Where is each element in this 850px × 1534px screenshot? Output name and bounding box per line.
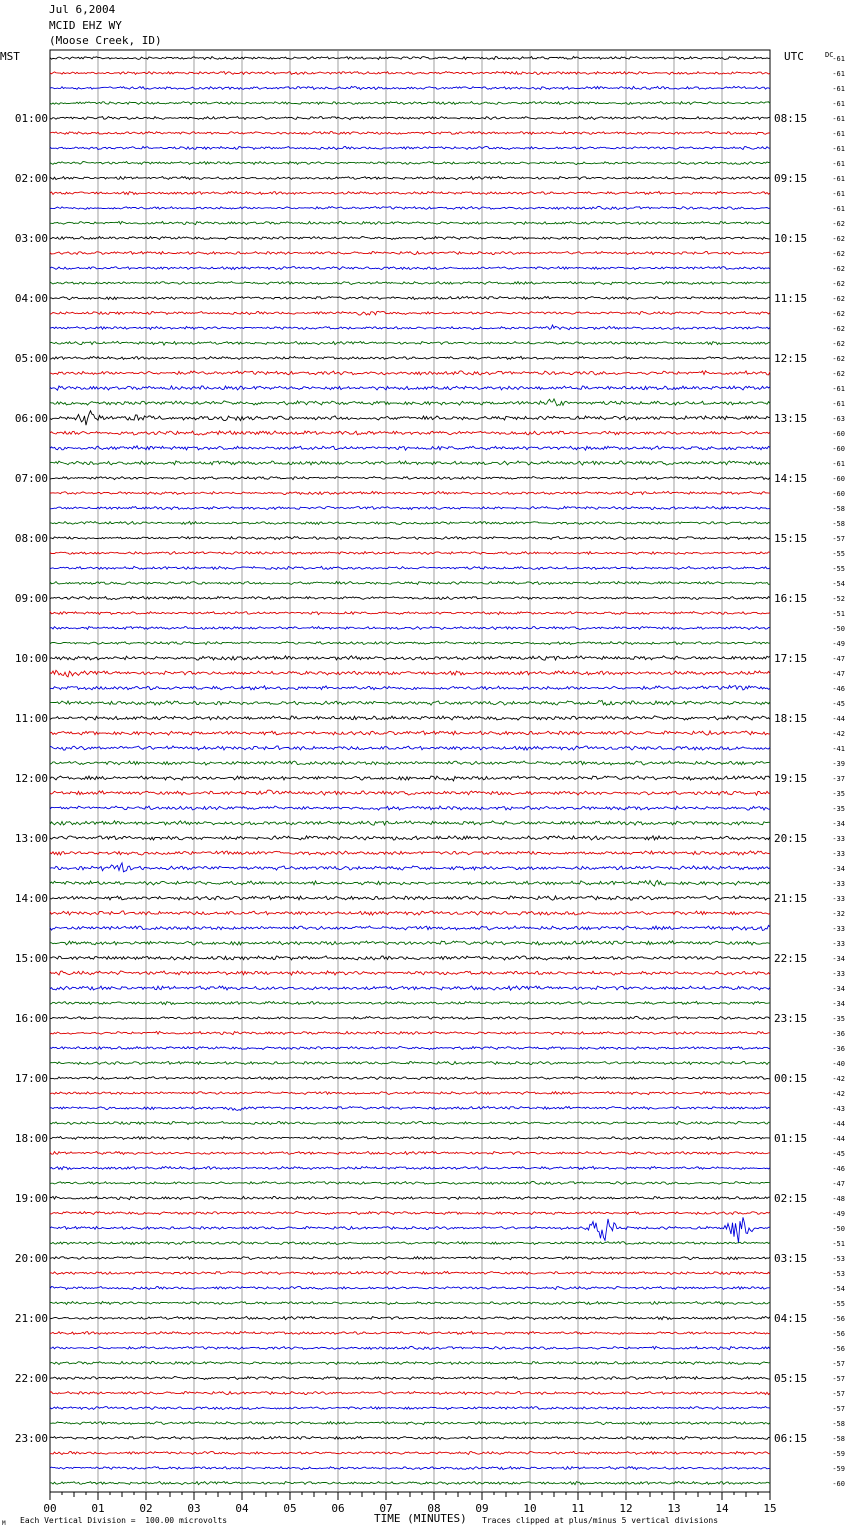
seismic-trace xyxy=(50,1346,770,1349)
x-tick-label: 14 xyxy=(715,1502,729,1515)
left-time-label: 10:00 xyxy=(14,652,48,665)
clip-note: Traces clipped at plus/minus 5 vertical divisions xyxy=(482,1516,719,1525)
dc-offset-label: -34 xyxy=(832,820,845,828)
seismic-trace xyxy=(50,521,770,524)
dc-offset-label: -41 xyxy=(832,745,845,753)
right-time-label: 12:15 xyxy=(774,352,808,365)
seismic-trace xyxy=(50,627,770,630)
seismic-trace xyxy=(50,411,770,425)
dc-offset-label: -46 xyxy=(832,1165,845,1173)
dc-offset-label: -34 xyxy=(832,955,845,963)
dc-offset-label: -60 xyxy=(832,1480,845,1488)
x-tick-label: 09 xyxy=(475,1502,489,1515)
seismic-trace xyxy=(50,731,770,735)
dc-offset-label: -62 xyxy=(832,250,845,258)
right-time-label: 10:15 xyxy=(774,232,808,245)
dc-offset-label: -57 xyxy=(832,535,845,543)
seismic-trace xyxy=(50,656,770,660)
minute-grid xyxy=(50,50,770,1492)
seismic-trace xyxy=(50,1271,770,1274)
axis-labels xyxy=(15,55,845,1515)
dc-offset-label: -33 xyxy=(832,835,845,843)
dc-offset-label: -61 xyxy=(832,190,845,198)
dc-offset-label: -59 xyxy=(832,1450,845,1458)
x-tick-label: 15 xyxy=(763,1502,777,1515)
x-tick-label: 06 xyxy=(331,1502,345,1515)
seismic-trace xyxy=(50,596,770,599)
seismic-trace xyxy=(50,896,770,900)
dc-offset-label: -55 xyxy=(832,550,845,558)
seismic-trace xyxy=(50,1467,770,1470)
dc-offset-label: -58 xyxy=(832,520,845,528)
dc-offset-label: -36 xyxy=(832,1045,845,1053)
seismic-trace xyxy=(50,177,770,180)
seismic-trace xyxy=(50,86,770,89)
seismic-trace xyxy=(50,1436,770,1439)
seismic-trace xyxy=(50,1302,770,1305)
dc-offset-label: -48 xyxy=(832,1195,845,1203)
dc-offset-label: -45 xyxy=(832,1150,845,1158)
seismic-trace xyxy=(50,237,770,240)
dc-offset-label: -51 xyxy=(832,1240,845,1248)
dc-offset-label: -61 xyxy=(832,70,845,78)
dc-offset-label: -44 xyxy=(832,1135,845,1143)
x-axis-ticks xyxy=(50,1492,770,1500)
right-time-label: 19:15 xyxy=(774,772,808,785)
dc-offset-label: -47 xyxy=(832,670,845,678)
seismic-trace xyxy=(50,1422,770,1425)
dc-offset-label: -47 xyxy=(832,1180,845,1188)
seismic-trace xyxy=(50,821,770,825)
dc-offset-label: -50 xyxy=(832,625,845,633)
seismic-trace xyxy=(50,1481,770,1484)
dc-offset-label: -49 xyxy=(832,640,845,648)
dc-offset-label: -36 xyxy=(832,1030,845,1038)
dc-offset-label: -61 xyxy=(832,55,845,63)
dc-offset-label: -34 xyxy=(832,865,845,873)
left-time-label: 05:00 xyxy=(14,352,48,365)
station-name: MCID EHZ WY xyxy=(49,19,122,32)
seismic-trace xyxy=(50,221,770,224)
dc-offset-label: -61 xyxy=(832,130,845,138)
dc-offset-label: -60 xyxy=(832,490,845,498)
seismic-trace xyxy=(50,1016,770,1019)
dc-offset-label: -63 xyxy=(832,415,845,423)
right-time-label: 20:15 xyxy=(774,832,808,845)
seismic-trace xyxy=(50,1031,770,1034)
seismic-trace xyxy=(50,102,770,105)
dc-offset-label: -33 xyxy=(832,970,845,978)
dc-offset-label: -33 xyxy=(832,880,845,888)
seismic-trace xyxy=(50,1242,770,1245)
right-time-label: 17:15 xyxy=(774,652,808,665)
dc-offset-label: -46 xyxy=(832,685,845,693)
dc-offset-label: -61 xyxy=(832,145,845,153)
seismic-trace xyxy=(50,1377,770,1380)
seismic-trace xyxy=(50,700,770,705)
seismic-trace xyxy=(50,1287,770,1290)
right-time-label: 13:15 xyxy=(774,412,808,425)
dc-offset-label: -55 xyxy=(832,565,845,573)
dc-offset-label: -58 xyxy=(832,1435,845,1443)
dc-offset-label: -57 xyxy=(832,1360,845,1368)
seismic-trace xyxy=(50,1092,770,1095)
dc-offset-label: -57 xyxy=(832,1405,845,1413)
seismic-trace xyxy=(50,836,770,840)
dc-offset-label: -62 xyxy=(832,355,845,363)
dc-offset-label: -61 xyxy=(832,460,845,468)
dc-offset-label: -62 xyxy=(832,235,845,243)
left-time-label: 11:00 xyxy=(14,712,48,725)
dc-offset-label: -61 xyxy=(832,175,845,183)
dc-offset-label: -42 xyxy=(832,1075,845,1083)
seismic-trace xyxy=(50,1062,770,1065)
right-time-label: 06:15 xyxy=(774,1432,808,1445)
dc-offset-label: -61 xyxy=(832,85,845,93)
dc-offset-label: -37 xyxy=(832,775,845,783)
x-axis-label: TIME (MINUTES) xyxy=(374,1512,467,1525)
seismic-trace xyxy=(50,1392,770,1395)
dc-offset-label: -62 xyxy=(832,370,845,378)
seismic-trace xyxy=(50,1212,770,1215)
right-time-label: 14:15 xyxy=(774,472,808,485)
left-time-label: 15:00 xyxy=(14,952,48,965)
seismic-trace xyxy=(50,147,770,150)
seismic-trace xyxy=(50,806,770,810)
dc-offset-label: -53 xyxy=(832,1270,845,1278)
dc-offset-label: -55 xyxy=(832,1300,845,1308)
seismic-trace xyxy=(50,956,770,960)
seismic-trace xyxy=(50,851,770,855)
left-time-label: 16:00 xyxy=(14,1012,48,1025)
seismic-trace xyxy=(50,386,770,390)
dc-offset-label: -57 xyxy=(832,1375,845,1383)
seismic-trace xyxy=(50,491,770,494)
dc-offset-label: -53 xyxy=(832,1255,845,1263)
seismic-trace xyxy=(50,506,770,509)
x-tick-label: 05 xyxy=(283,1502,297,1515)
dc-offset-label: -34 xyxy=(832,1000,845,1008)
left-time-label: 23:00 xyxy=(14,1432,48,1445)
seismic-trace xyxy=(50,552,770,555)
right-time-label: 15:15 xyxy=(774,532,808,545)
dc-offset-label: -61 xyxy=(832,400,845,408)
seismic-trace xyxy=(50,716,770,720)
left-time-label: 03:00 xyxy=(14,232,48,245)
seismic-trace xyxy=(50,132,770,135)
left-time-label: 01:00 xyxy=(14,112,48,125)
dc-offset-label: -39 xyxy=(832,760,845,768)
seismic-trace xyxy=(50,971,770,975)
left-time-label: 20:00 xyxy=(14,1252,48,1265)
seismic-trace xyxy=(50,341,770,345)
right-axis-title: UTC xyxy=(784,50,804,63)
seismic-trace xyxy=(50,206,770,209)
dc-offset-label: -62 xyxy=(832,310,845,318)
seismic-trace xyxy=(50,746,770,750)
seismic-trace xyxy=(50,1001,770,1004)
seismic-trace xyxy=(50,356,770,359)
seismic-trace xyxy=(50,1106,770,1110)
left-axis-title: MST xyxy=(0,50,20,63)
x-tick-label: 02 xyxy=(139,1502,153,1515)
seismic-trace xyxy=(50,1217,770,1243)
left-time-label: 12:00 xyxy=(14,772,48,785)
plot-frame xyxy=(50,50,770,1492)
seismic-trace xyxy=(50,461,770,465)
dc-offset-label: -35 xyxy=(832,790,845,798)
seismic-trace xyxy=(50,116,770,119)
seismic-trace xyxy=(50,986,770,990)
dc-offset-label: -58 xyxy=(832,505,845,513)
seismic-trace xyxy=(50,431,770,435)
x-tick-label: 13 xyxy=(667,1502,681,1515)
dc-offset-label: -57 xyxy=(832,1390,845,1398)
seismic-trace xyxy=(50,537,770,540)
seismic-trace xyxy=(50,446,770,450)
left-time-label: 22:00 xyxy=(14,1372,48,1385)
seismic-trace xyxy=(50,191,770,194)
dc-offset-label: -32 xyxy=(832,910,845,918)
dc-offset-label: -60 xyxy=(832,430,845,438)
seismic-trace xyxy=(50,911,770,915)
dc-offset-label: -62 xyxy=(832,325,845,333)
dc-offset-label: -62 xyxy=(832,265,845,273)
right-time-label: 18:15 xyxy=(774,712,808,725)
dc-offset-label: -33 xyxy=(832,895,845,903)
dc-offset-label: -60 xyxy=(832,475,845,483)
seismic-trace xyxy=(50,371,770,375)
left-time-label: 13:00 xyxy=(14,832,48,845)
seismic-trace xyxy=(50,1152,770,1155)
seismic-trace xyxy=(50,71,770,74)
dc-title: DC xyxy=(825,51,834,59)
right-time-label: 21:15 xyxy=(774,892,808,905)
dc-offset-label: -60 xyxy=(832,445,845,453)
seismic-trace xyxy=(50,57,770,60)
dc-offset-label: -61 xyxy=(832,100,845,108)
dc-offset-label: -62 xyxy=(832,295,845,303)
dc-offset-label: -35 xyxy=(832,805,845,813)
right-time-label: 02:15 xyxy=(774,1192,808,1205)
seismic-trace xyxy=(50,761,770,765)
seismic-trace xyxy=(50,477,770,480)
left-time-label: 19:00 xyxy=(14,1192,48,1205)
seismic-trace xyxy=(50,582,770,585)
x-tick-label: 01 xyxy=(91,1502,105,1515)
seismic-trace xyxy=(50,1166,770,1169)
dc-offset-label: -52 xyxy=(832,595,845,603)
left-time-label: 09:00 xyxy=(14,592,48,605)
seismic-trace xyxy=(50,925,770,930)
seismic-trace xyxy=(50,267,770,270)
left-time-label: 21:00 xyxy=(14,1312,48,1325)
right-time-label: 05:15 xyxy=(774,1372,808,1385)
scale-note: Each Vertical Division = 100.00 microvolts xyxy=(20,1516,228,1525)
seismic-trace xyxy=(50,880,770,886)
dc-offset-label: -56 xyxy=(832,1315,845,1323)
x-tick-label: 10 xyxy=(523,1502,537,1515)
dc-offset-label: -62 xyxy=(832,280,845,288)
dc-offset-label: -35 xyxy=(832,1015,845,1023)
dc-offset-label: -62 xyxy=(832,340,845,348)
seismic-trace xyxy=(50,1196,770,1199)
seismic-trace xyxy=(50,1122,770,1125)
dc-offset-label: -44 xyxy=(832,1120,845,1128)
seismic-trace xyxy=(50,1452,770,1455)
x-tick-label: 04 xyxy=(235,1502,249,1515)
dc-offset-label: -62 xyxy=(832,220,845,228)
seismic-trace xyxy=(50,776,770,781)
right-time-label: 01:15 xyxy=(774,1132,808,1145)
right-time-label: 04:15 xyxy=(774,1312,808,1325)
x-tick-label: 07 xyxy=(379,1502,393,1515)
seismic-trace xyxy=(50,1077,770,1080)
left-time-label: 08:00 xyxy=(14,532,48,545)
seismic-trace xyxy=(50,1361,770,1364)
seismic-trace xyxy=(50,941,770,945)
seismic-trace xyxy=(50,296,770,299)
dc-offset-label: -54 xyxy=(832,1285,845,1293)
right-time-label: 23:15 xyxy=(774,1012,808,1025)
dc-offset-label: -61 xyxy=(832,115,845,123)
dc-offset-label: -33 xyxy=(832,925,845,933)
dc-offset-label: -42 xyxy=(832,730,845,738)
x-tick-label: 03 xyxy=(187,1502,201,1515)
right-time-label: 22:15 xyxy=(774,952,808,965)
dc-offset-label: -42 xyxy=(832,1090,845,1098)
right-time-label: 16:15 xyxy=(774,592,808,605)
dc-offset-label: -56 xyxy=(832,1330,845,1338)
dc-offset-label: -61 xyxy=(832,160,845,168)
dc-offset-label: -61 xyxy=(832,385,845,393)
left-time-label: 06:00 xyxy=(14,412,48,425)
left-time-label: 14:00 xyxy=(14,892,48,905)
seismic-trace xyxy=(50,566,770,569)
seismic-trace xyxy=(50,325,770,330)
seismic-trace xyxy=(50,642,770,645)
seismic-trace xyxy=(50,1331,770,1334)
seismic-trace xyxy=(50,1047,770,1050)
dc-offset-label: -58 xyxy=(832,1420,845,1428)
right-time-label: 11:15 xyxy=(774,292,808,305)
seismic-trace xyxy=(50,1181,770,1184)
dc-offset-label: -45 xyxy=(832,700,845,708)
trace-group xyxy=(50,57,770,1485)
dc-offset-label: -33 xyxy=(832,850,845,858)
seismic-trace xyxy=(50,1257,770,1260)
seismic-trace xyxy=(50,162,770,165)
left-time-label: 07:00 xyxy=(14,472,48,485)
seismic-trace xyxy=(50,1316,770,1319)
seismic-trace xyxy=(50,252,770,255)
seismic-trace xyxy=(50,399,770,406)
left-time-label: 18:00 xyxy=(14,1132,48,1145)
right-time-label: 08:15 xyxy=(774,112,808,125)
dc-offset-label: -47 xyxy=(832,655,845,663)
chart-date: Jul 6,2004 xyxy=(49,3,116,16)
seismic-trace xyxy=(50,282,770,285)
seismic-trace xyxy=(50,686,770,691)
left-time-label: 17:00 xyxy=(14,1072,48,1085)
right-time-label: 00:15 xyxy=(774,1072,808,1085)
seismic-trace xyxy=(50,1137,770,1140)
dc-offset-label: -49 xyxy=(832,1210,845,1218)
seismic-trace xyxy=(50,863,770,872)
dc-offset-label: -54 xyxy=(832,580,845,588)
dc-offset-label: -40 xyxy=(832,1060,845,1068)
seismic-trace xyxy=(50,790,770,795)
dc-offset-label: -56 xyxy=(832,1345,845,1353)
dc-offset-label: -59 xyxy=(832,1465,845,1473)
dc-offset-label: -51 xyxy=(832,610,845,618)
x-tick-label: 12 xyxy=(619,1502,633,1515)
x-tick-label: 08 xyxy=(427,1502,441,1515)
seismic-trace xyxy=(50,611,770,614)
x-tick-label: 00 xyxy=(43,1502,57,1515)
seismic-trace xyxy=(50,311,770,315)
dc-offset-label: -43 xyxy=(832,1105,845,1113)
dc-offset-label: -44 xyxy=(832,715,845,723)
seismic-trace xyxy=(50,670,770,677)
x-tick-label: 11 xyxy=(571,1502,585,1515)
seismic-trace xyxy=(50,1407,770,1410)
dc-offset-label: -34 xyxy=(832,985,845,993)
dc-offset-label: -33 xyxy=(832,940,845,948)
dc-offset-label: -50 xyxy=(832,1225,845,1233)
right-time-label: 03:15 xyxy=(774,1252,808,1265)
left-time-label: 04:00 xyxy=(14,292,48,305)
dc-offset-label: -61 xyxy=(832,205,845,213)
left-time-label: 02:00 xyxy=(14,172,48,185)
station-location: (Moose Creek, ID) xyxy=(49,34,162,47)
right-time-label: 09:15 xyxy=(774,172,808,185)
corner-mark: M xyxy=(2,1520,6,1527)
